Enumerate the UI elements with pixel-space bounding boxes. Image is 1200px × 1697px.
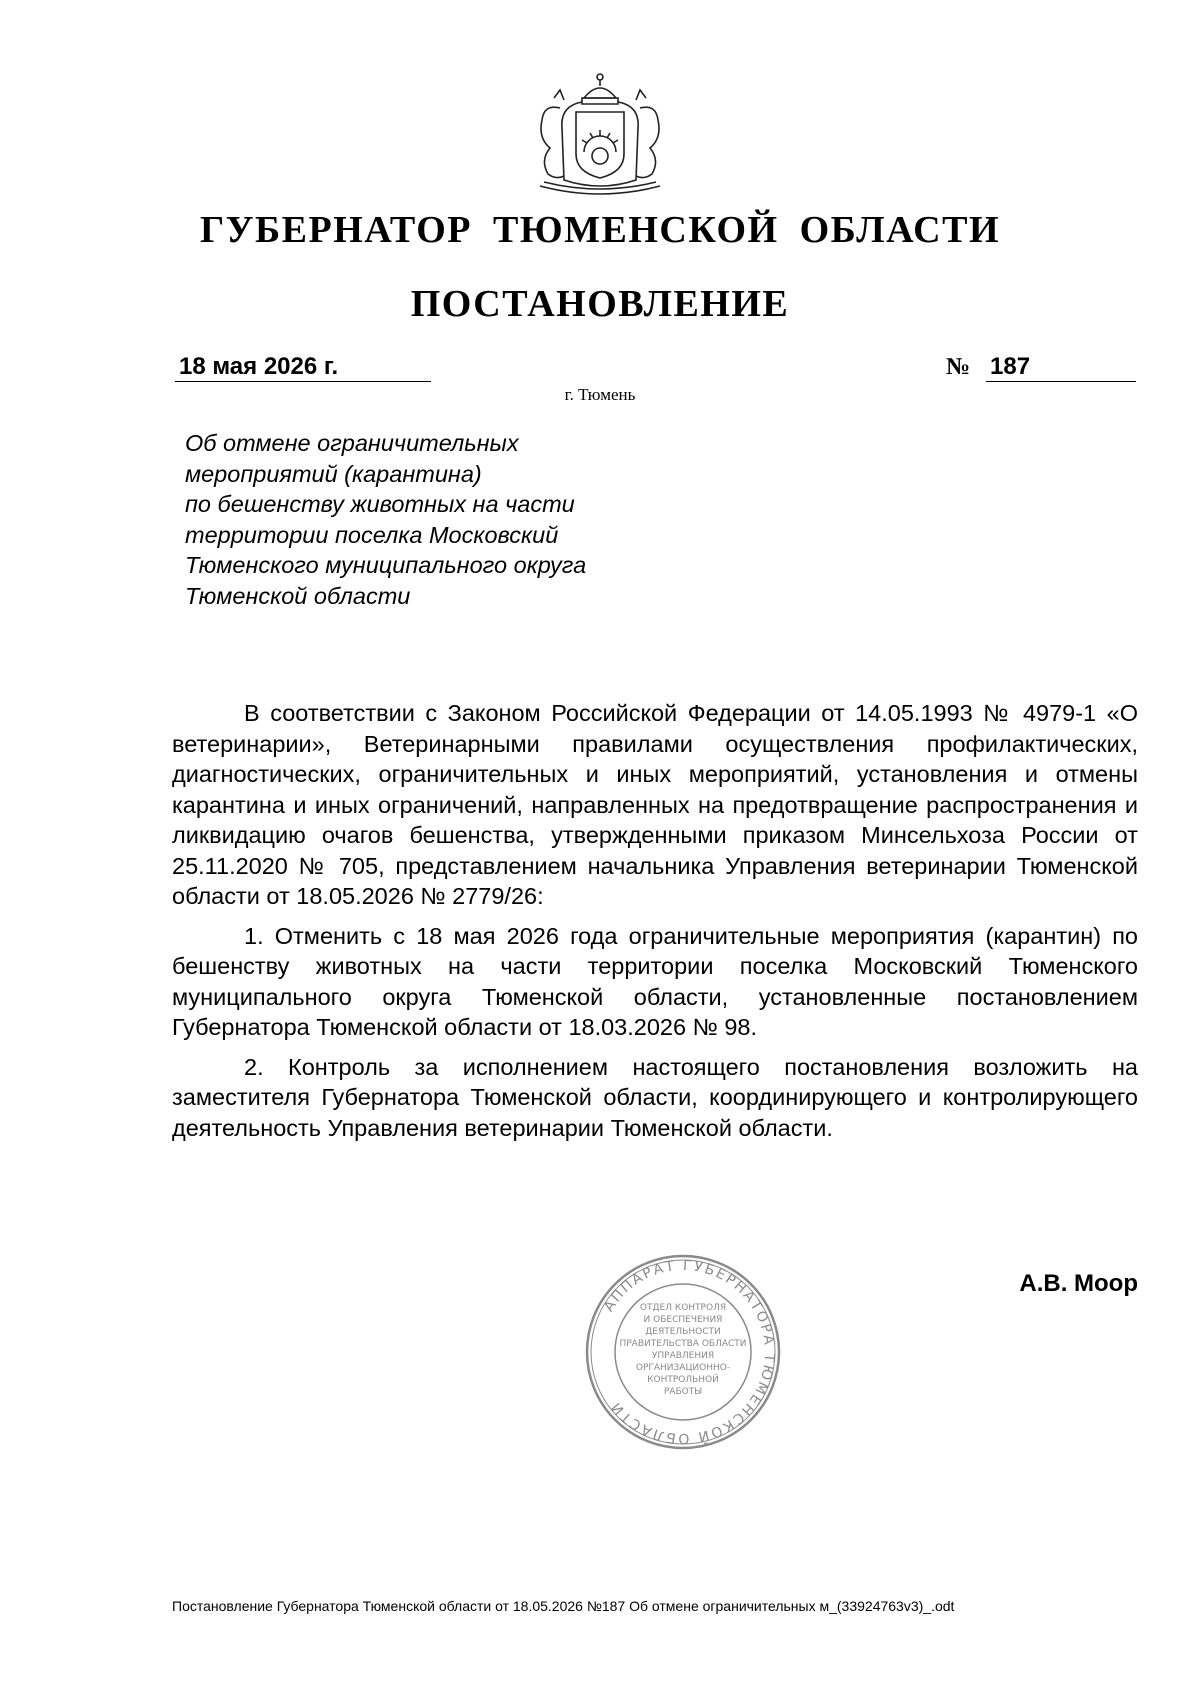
document-date: 18 мая 2026 г. xyxy=(175,353,431,382)
issuing-authority: ГУБЕРНАТОР ТЮМЕНСКОЙ ОБЛАСТИ xyxy=(199,209,1001,251)
footer-filename: Постановление Губернатора Тюменской области от 18.05.2026 №187 Об отмене ограничительных м_(33924763v3)_.odt xyxy=(172,1598,955,1614)
coat-of-arms-icon xyxy=(520,68,680,200)
document-type: ПОСТАНОВЛЕНИЕ xyxy=(410,283,790,325)
signatory-name: А.В. Моор xyxy=(1019,1270,1138,1297)
stamp-inner-line: РАБОТЫ xyxy=(663,1387,703,1397)
stamp-inner-line: КОНТРОЛЬНОЙ xyxy=(647,1375,719,1385)
document-subject xyxy=(185,428,645,611)
document-body xyxy=(172,698,1138,1152)
subject-line: Тюменской области xyxy=(185,582,411,609)
clause-2-paragraph: 2. Контроль за исполнением настоящего постановления возложить на заместителя Губернатора Тюменской области, координирующего и контролирующего деятельность Управления ветеринарии Тюменской области. xyxy=(172,1053,1138,1141)
stamp-inner-line: ОТДЕЛ КОНТРОЛЯ xyxy=(639,1303,727,1313)
subject-line: мероприятий (карантина) xyxy=(185,460,482,487)
subject-line: Тюменского муниципального округа xyxy=(185,552,587,578)
stamp-inner-line: УПРАВЛЕНИЯ xyxy=(651,1351,715,1361)
subject-line: по бешенству животных на части xyxy=(185,491,575,517)
stamp-inner-line: И ОБЕСПЕЧЕНИЯ xyxy=(643,1315,723,1325)
document-number: 187 xyxy=(986,353,1136,382)
clause-1-paragraph: 1. Отменить с 18 мая 2026 года ограничительные мероприятия (карантин) по бешенству животных на части территории поселка Московский Тюменского муниципального округа Тюменской области, установленные постановлением Губернатора Тюменской области от 18.03.2026 № 98. xyxy=(172,922,1138,1040)
subject-line: Об отмене ограничительных xyxy=(185,430,519,456)
preamble-paragraph: В соответствии с Законом Российской Федерации от 14.05.1993 № 4979-1 «О ветеринарии», Ветеринарными правилами осуществления профилактических, диагностических, ограничительных и иных мероприятий, установления и отмены карантина и иных ограничений, направленных на предотвращение распространения и ликвидацию очагов бешенства, утвержденными приказом Минсельхоза России от 25.11.2020 № 705, представлением начальника Управления ветеринарии Тюменской области от 18.05.2026 № 2779/26: xyxy=(172,700,1138,909)
stamp-inner-line: ПРАВИТЕЛЬСТВА ОБЛАСТИ xyxy=(619,1339,747,1349)
stamp-outer-text: АППАРАТ ГУБЕРНАТОРА ТЮМЕНСКОЙ ОБЛАСТИ xyxy=(600,1257,778,1447)
number-sign: № xyxy=(946,354,971,380)
subject-line: территории поселка Московский xyxy=(185,521,559,548)
round-seal-stamp xyxy=(583,1252,783,1452)
stamp-inner-line: ДЕЯТЕЛЬНОСТИ xyxy=(645,1327,721,1337)
document-city: г. Тюмень xyxy=(564,385,636,404)
stamp-inner-line: ОРГАНИЗАЦИОННО- xyxy=(635,1363,731,1373)
